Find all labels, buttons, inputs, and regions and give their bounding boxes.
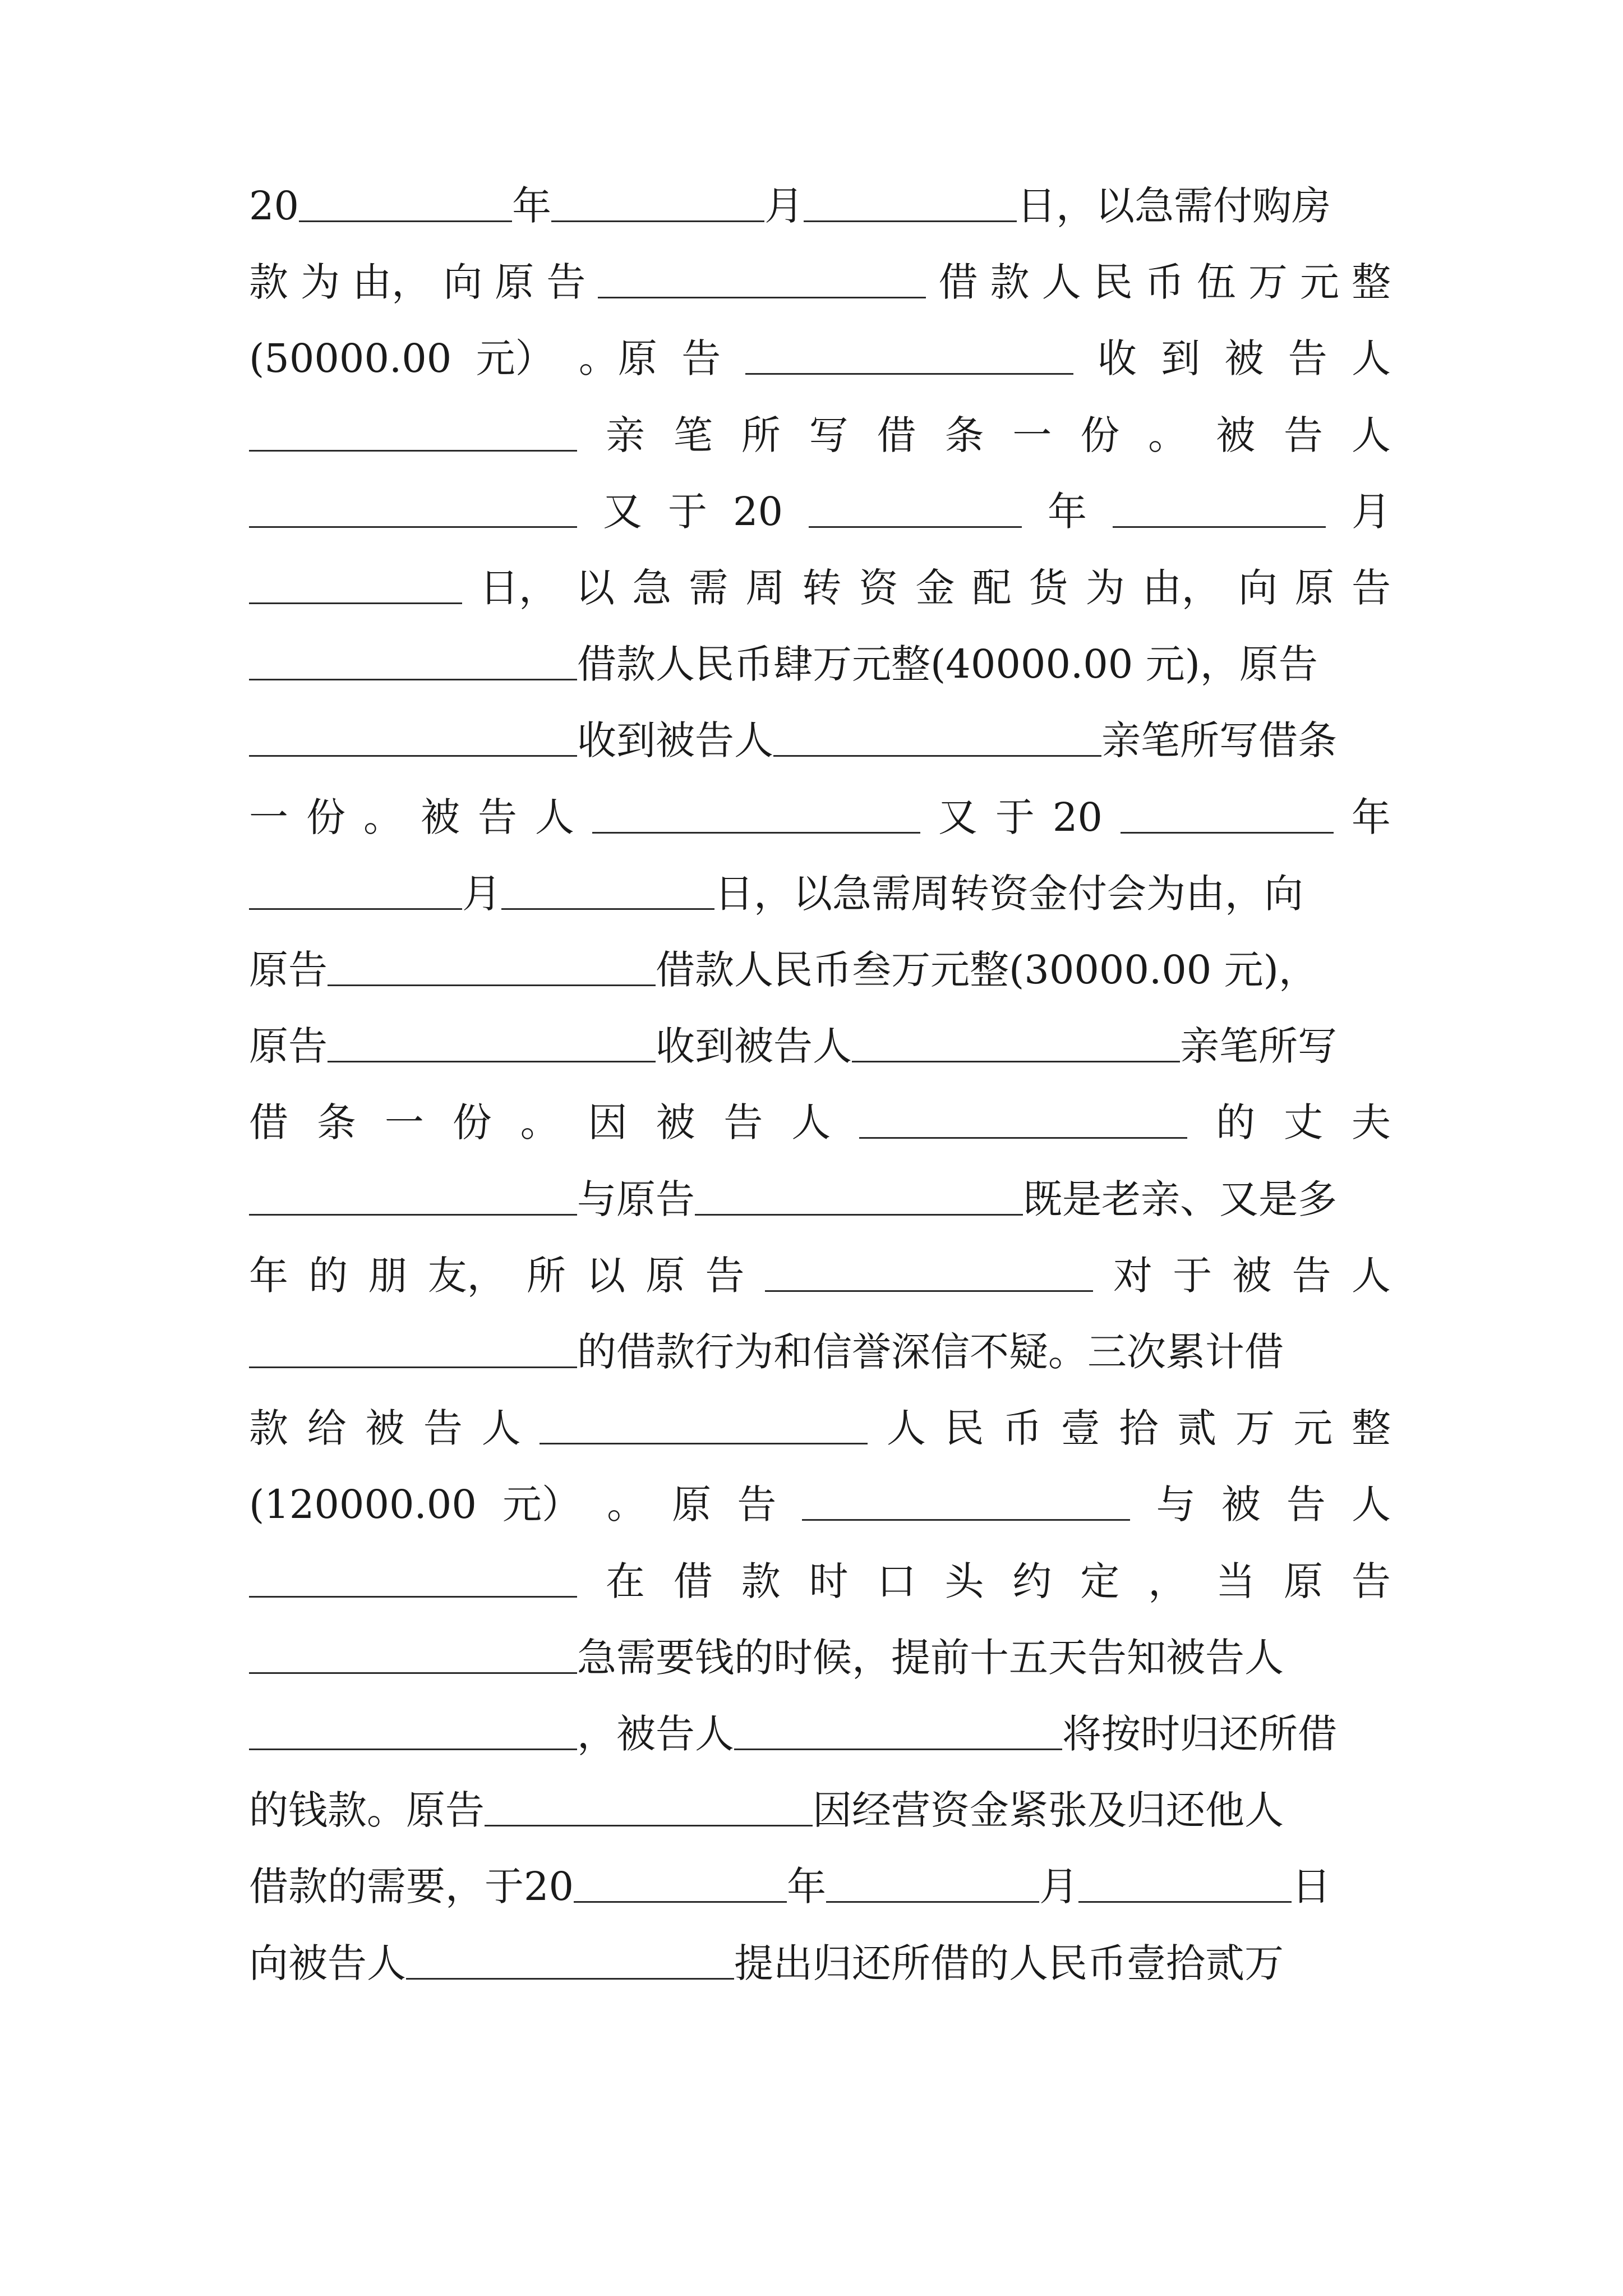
fill-in-blank bbox=[249, 724, 577, 757]
text-line bbox=[249, 549, 1391, 627]
text-segment: 告 bbox=[546, 259, 586, 306]
fill-in-blank bbox=[249, 1565, 577, 1598]
text-segment: 以 bbox=[575, 565, 615, 611]
text-segment: 20 bbox=[1052, 794, 1103, 840]
text-line bbox=[249, 1466, 1391, 1543]
fill-in-blank bbox=[328, 954, 656, 986]
text-segment: 原 bbox=[1294, 565, 1334, 611]
text-line bbox=[249, 1237, 1391, 1314]
text-segment: 年 bbox=[787, 1864, 827, 1910]
text-segment: 份 bbox=[1080, 412, 1120, 458]
fill-in-blank bbox=[249, 1336, 577, 1368]
text-segment: 款 bbox=[741, 1558, 781, 1604]
fill-in-blank bbox=[765, 1259, 1093, 1292]
text-segment: 的借款行为和信誉深信不疑。三次累计借 bbox=[577, 1329, 1284, 1375]
text-segment: 到 bbox=[1161, 335, 1201, 382]
text-segment: 民 bbox=[944, 1405, 984, 1452]
text-line bbox=[249, 473, 1391, 550]
fill-in-blank bbox=[249, 1718, 577, 1750]
text-line bbox=[249, 1772, 1391, 1849]
text-segment: 年 bbox=[249, 1252, 288, 1299]
text-segment: 原 bbox=[672, 1481, 712, 1528]
text-segment: ，被告人 bbox=[577, 1711, 734, 1757]
text-line bbox=[249, 397, 1391, 474]
text-segment: 壹 bbox=[1061, 1405, 1100, 1452]
fill-in-blank bbox=[249, 572, 462, 604]
text-segment: 约 bbox=[1012, 1558, 1052, 1604]
text-segment: 原告 bbox=[249, 947, 328, 993]
fill-in-blank bbox=[249, 877, 462, 910]
text-line bbox=[249, 243, 1391, 321]
text-segment: 。 bbox=[607, 1481, 647, 1528]
fill-in-blank bbox=[773, 724, 1101, 757]
fill-in-blank bbox=[1078, 1870, 1292, 1903]
text-segment: 因 bbox=[588, 1099, 628, 1146]
text-segment: 日， bbox=[479, 565, 559, 611]
text-segment: 为 bbox=[1085, 565, 1125, 611]
text-line bbox=[249, 1619, 1391, 1696]
fill-in-blank bbox=[501, 877, 714, 910]
text-segment: 货 bbox=[1029, 565, 1068, 611]
text-segment: 20 bbox=[732, 488, 783, 535]
text-segment: 给 bbox=[307, 1405, 347, 1452]
text-line bbox=[249, 320, 1391, 397]
text-segment: 收 bbox=[1097, 335, 1137, 382]
text-segment: 告 bbox=[423, 1405, 463, 1452]
text-segment: 提出归还所借的人民币壹拾贰万 bbox=[734, 1940, 1284, 1986]
text-segment: 借 bbox=[249, 1099, 288, 1146]
text-segment: 原 bbox=[1283, 1558, 1323, 1604]
text-segment: 借 bbox=[877, 412, 916, 458]
text-segment: 告 bbox=[723, 1099, 763, 1146]
text-segment: 的钱款。原告 bbox=[249, 1787, 485, 1834]
text-segment: 笔 bbox=[673, 412, 713, 458]
text-segment: 借 bbox=[938, 259, 978, 306]
text-segment: 款 bbox=[249, 1405, 288, 1452]
text-segment: 月 bbox=[1351, 488, 1391, 535]
text-segment: 急需要钱的时候，提前十五天告知被告人 bbox=[577, 1634, 1284, 1681]
text-segment: 配 bbox=[972, 565, 1012, 611]
text-segment: 定 bbox=[1080, 1558, 1120, 1604]
text-segment: 币 bbox=[1145, 259, 1184, 306]
text-segment: 的 bbox=[308, 1252, 348, 1299]
text-segment: 向被告人 bbox=[249, 1940, 406, 1986]
text-segment: 拾 bbox=[1119, 1405, 1159, 1452]
text-segment: 民 bbox=[1093, 259, 1133, 306]
text-segment: 收到被告人 bbox=[656, 1023, 852, 1070]
fill-in-blank bbox=[485, 1794, 813, 1826]
text-segment: 。 bbox=[1148, 412, 1188, 458]
fill-in-blank bbox=[299, 190, 512, 222]
fill-in-blank bbox=[574, 1870, 787, 1903]
text-segment: 朋 bbox=[368, 1252, 408, 1299]
text-line bbox=[249, 855, 1391, 932]
text-segment: 所 bbox=[526, 1252, 566, 1299]
text-segment: 万 bbox=[1235, 1405, 1275, 1452]
text-segment: 为 bbox=[301, 259, 340, 306]
text-segment: 借 bbox=[673, 1558, 713, 1604]
text-segment: 在 bbox=[605, 1558, 645, 1604]
text-segment: 一 bbox=[1012, 412, 1052, 458]
text-segment: 人 bbox=[1351, 1252, 1391, 1299]
text-segment: 亲 bbox=[605, 412, 645, 458]
text-line bbox=[249, 1925, 1391, 2002]
text-segment: 元 bbox=[1293, 1405, 1333, 1452]
text-line bbox=[249, 625, 1391, 703]
fill-in-blank bbox=[859, 1106, 1187, 1139]
text-segment: 丈 bbox=[1283, 1099, 1323, 1146]
text-segment: 时 bbox=[809, 1558, 849, 1604]
fill-in-blank bbox=[1113, 495, 1326, 528]
text-segment: 需 bbox=[689, 565, 728, 611]
text-segment: 周 bbox=[745, 565, 785, 611]
text-segment: 年 bbox=[1351, 794, 1391, 840]
text-line bbox=[249, 1161, 1391, 1238]
text-segment: 告 bbox=[737, 1481, 777, 1528]
fill-in-blank bbox=[852, 1030, 1180, 1062]
text-segment: 日，以急需周转资金付会为由，向 bbox=[714, 870, 1303, 917]
text-segment: 份 bbox=[452, 1099, 492, 1146]
text-segment: 被 bbox=[1224, 335, 1264, 382]
fill-in-blank bbox=[1121, 801, 1334, 834]
text-segment: 人 bbox=[886, 1405, 926, 1452]
text-segment: 由， bbox=[1142, 565, 1221, 611]
text-segment: 由， bbox=[352, 259, 431, 306]
text-segment: 于 bbox=[995, 794, 1035, 840]
fill-in-blank bbox=[249, 495, 577, 528]
fill-in-blank bbox=[592, 801, 920, 834]
text-segment: 份 bbox=[306, 794, 345, 840]
text-segment: 借款的需要，于20 bbox=[249, 1864, 574, 1910]
text-segment: 收到被告人 bbox=[577, 717, 773, 764]
text-segment: 一 bbox=[249, 794, 288, 840]
text-segment: 元） bbox=[476, 335, 555, 382]
text-segment: (50000.00 bbox=[249, 335, 452, 382]
text-segment: 亲笔所写 bbox=[1180, 1023, 1337, 1070]
text-segment: 所 bbox=[741, 412, 781, 458]
text-segment: 告 bbox=[1286, 1481, 1326, 1528]
text-segment: 元） bbox=[502, 1481, 581, 1528]
fill-in-blank bbox=[809, 495, 1022, 528]
text-segment: 。原 bbox=[578, 335, 657, 382]
text-line bbox=[249, 779, 1391, 856]
text-line bbox=[249, 1695, 1391, 1773]
text-segment: 人 bbox=[791, 1099, 831, 1146]
text-segment: 月 bbox=[764, 183, 804, 229]
text-segment: 将按时归还所借 bbox=[1062, 1711, 1337, 1757]
text-segment: 被 bbox=[1216, 412, 1256, 458]
text-segment: 人 bbox=[1351, 1481, 1391, 1528]
text-segment: 写 bbox=[809, 412, 849, 458]
text-segment: 月 bbox=[462, 870, 501, 917]
fill-in-blank bbox=[745, 342, 1073, 375]
text-segment: 整 bbox=[1351, 259, 1391, 306]
text-segment: 告 bbox=[705, 1252, 745, 1299]
text-segment: 原告 bbox=[249, 1023, 328, 1070]
text-segment: 与 bbox=[1156, 1481, 1196, 1528]
text-segment: 人 bbox=[1351, 412, 1391, 458]
text-segment: 条 bbox=[316, 1099, 356, 1146]
text-segment: 对 bbox=[1113, 1252, 1152, 1299]
text-segment: 元 bbox=[1299, 259, 1339, 306]
text-segment: 与原告 bbox=[577, 1176, 695, 1222]
text-segment: 月 bbox=[1039, 1864, 1079, 1910]
text-segment: 人 bbox=[534, 794, 574, 840]
text-segment: 款 bbox=[990, 259, 1030, 306]
text-line bbox=[249, 702, 1391, 779]
text-segment: 人 bbox=[481, 1405, 521, 1452]
fill-in-blank bbox=[328, 1030, 656, 1062]
text-segment: 整 bbox=[1351, 1405, 1391, 1452]
text-line bbox=[249, 1848, 1391, 1925]
text-segment: 金 bbox=[915, 565, 955, 611]
text-line bbox=[249, 1389, 1391, 1467]
text-segment: 口 bbox=[877, 1558, 916, 1604]
text-segment: 人 bbox=[1041, 259, 1081, 306]
text-segment: 以 bbox=[586, 1252, 626, 1299]
fill-in-blank bbox=[249, 1183, 577, 1216]
text-segment: 告 bbox=[681, 335, 721, 382]
text-line bbox=[249, 1007, 1391, 1085]
text-segment: 借款人民币叁万元整(30000.00 元)， bbox=[656, 947, 1318, 993]
text-segment: 向 bbox=[1238, 565, 1278, 611]
text-segment: 。 bbox=[363, 794, 403, 840]
text-segment: 因经营资金紧张及归还他人 bbox=[813, 1787, 1284, 1834]
text-segment: 条 bbox=[944, 412, 984, 458]
text-segment: 被 bbox=[365, 1405, 405, 1452]
text-segment: 于 bbox=[667, 488, 707, 535]
text-segment: 被 bbox=[1221, 1481, 1261, 1528]
text-segment: 被 bbox=[656, 1099, 695, 1146]
text-line bbox=[249, 931, 1391, 1009]
text-line bbox=[249, 1543, 1391, 1620]
text-line bbox=[249, 1084, 1391, 1161]
text-segment: 急 bbox=[632, 565, 672, 611]
text-segment: 当 bbox=[1216, 1558, 1256, 1604]
text-segment: 友， bbox=[427, 1252, 506, 1299]
text-segment: 告 bbox=[1288, 335, 1327, 382]
fill-in-blank bbox=[540, 1412, 868, 1444]
fill-in-blank bbox=[551, 190, 764, 222]
text-segment: 又 bbox=[602, 488, 642, 535]
text-segment: 原 bbox=[495, 259, 534, 306]
fill-in-blank bbox=[804, 190, 1017, 222]
text-segment: 贰 bbox=[1177, 1405, 1217, 1452]
text-segment: 于 bbox=[1173, 1252, 1212, 1299]
text-segment: 年 bbox=[1048, 488, 1087, 535]
text-segment: 日 bbox=[1292, 1864, 1331, 1910]
fill-in-blank bbox=[695, 1183, 1023, 1216]
text-segment: 的 bbox=[1216, 1099, 1256, 1146]
text-segment: 伍 bbox=[1196, 259, 1236, 306]
text-segment: 亲笔所写借条 bbox=[1101, 717, 1337, 764]
text-segment: 币 bbox=[1003, 1405, 1043, 1452]
text-line bbox=[249, 167, 1391, 245]
text-segment: 告 bbox=[1292, 1252, 1331, 1299]
text-segment: 资 bbox=[859, 565, 898, 611]
text-segment: 原 bbox=[645, 1252, 685, 1299]
text-segment: 年 bbox=[512, 183, 552, 229]
text-segment: 借款人民币肆万元整(40000.00 元)，原告 bbox=[577, 641, 1318, 688]
fill-in-blank bbox=[406, 1947, 734, 1980]
text-segment: (120000.00 bbox=[249, 1481, 477, 1528]
text-segment: 向 bbox=[443, 259, 483, 306]
fill-in-blank bbox=[826, 1870, 1039, 1903]
text-segment: 被 bbox=[1232, 1252, 1272, 1299]
text-segment: 20 bbox=[249, 183, 299, 229]
text-segment: ， bbox=[1148, 1558, 1188, 1604]
fill-in-blank bbox=[598, 266, 926, 298]
fill-in-blank bbox=[734, 1718, 1062, 1750]
text-segment: 既是老亲、又是多 bbox=[1023, 1176, 1337, 1222]
text-segment: 告 bbox=[1351, 1558, 1391, 1604]
text-segment: 告 bbox=[1283, 412, 1323, 458]
text-segment: 又 bbox=[938, 794, 978, 840]
fill-in-blank bbox=[249, 1641, 577, 1674]
text-segment: 告 bbox=[1351, 565, 1391, 611]
text-segment: 。 bbox=[520, 1099, 560, 1146]
text-segment: 头 bbox=[944, 1558, 984, 1604]
text-segment: 万 bbox=[1248, 259, 1288, 306]
text-segment: 夫 bbox=[1351, 1099, 1391, 1146]
text-segment: 转 bbox=[802, 565, 842, 611]
text-line bbox=[249, 1313, 1391, 1391]
fill-in-blank bbox=[802, 1488, 1130, 1521]
text-segment: 日，以急需付购房 bbox=[1017, 183, 1331, 229]
fill-in-blank bbox=[249, 648, 577, 680]
fill-in-blank bbox=[249, 419, 577, 452]
text-segment: 款 bbox=[249, 259, 288, 306]
text-segment: 告 bbox=[477, 794, 517, 840]
text-segment: 被 bbox=[420, 794, 460, 840]
text-segment: 人 bbox=[1352, 335, 1391, 382]
text-segment: 一 bbox=[384, 1099, 424, 1146]
